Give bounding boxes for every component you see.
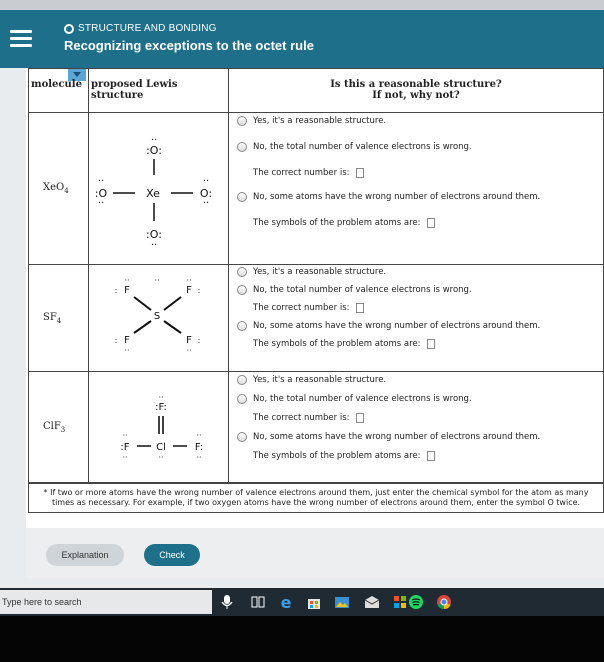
- option-valence-wrong[interactable]: [237, 285, 603, 295]
- lone-pair: :: [197, 286, 201, 295]
- option-label: No, the total number of valence electrons is wrong.: [253, 142, 472, 152]
- molecule-formula: SF: [43, 311, 57, 323]
- radio-button[interactable]: [237, 192, 247, 202]
- correct-number-input[interactable]: [356, 168, 364, 178]
- page-title: Recognizing exceptions to the octet rule: [64, 38, 314, 53]
- column-header-molecule: molecule: [29, 69, 89, 113]
- problem-atoms-prompt: [237, 451, 603, 461]
- radio-button[interactable]: [237, 116, 247, 126]
- spotify-icon[interactable]: [408, 594, 424, 610]
- atom-s-center: S: [153, 311, 161, 322]
- option-label: No, some atoms have the wrong number of electrons around them.: [253, 432, 541, 442]
- microphone-icon[interactable]: [219, 594, 235, 610]
- taskbar-search-input[interactable]: Type here to search: [0, 590, 212, 614]
- molecule-cell: [29, 372, 89, 483]
- radio-button[interactable]: [237, 432, 247, 442]
- answer-options: [229, 372, 604, 483]
- footnote: * If two or more atoms have the wrong number of valence electrons around them, just enter the chemical symbol for the atom as many times as necessary. For example, if two oxygen atoms have the wrong number of electrons around them, enter the symbol O twice.: [28, 483, 604, 513]
- button-bar: [26, 528, 604, 578]
- prompt-label: The correct number is:: [253, 413, 350, 423]
- option-valence-wrong[interactable]: [237, 142, 603, 152]
- correct-number-prompt: [237, 413, 603, 423]
- option-yes[interactable]: [237, 116, 603, 126]
- option-label: Yes, it's a reasonable structure.: [253, 116, 387, 126]
- bond: [134, 321, 151, 333]
- correct-number-input[interactable]: [356, 413, 364, 423]
- lone-pair: ··: [122, 431, 128, 440]
- bond: [164, 297, 181, 310]
- lewis-structure-cell: [89, 265, 229, 372]
- molecule-subscript: 4: [56, 316, 62, 325]
- lone-pair: ··: [158, 393, 164, 402]
- windows-taskbar: [0, 588, 604, 616]
- prompt-label: The symbols of the problem atoms are:: [253, 451, 421, 461]
- option-label: No, some atoms have the wrong number of electrons around them.: [253, 192, 541, 202]
- atom-f-top-left: F: [124, 285, 130, 296]
- option-atoms-wrong[interactable]: [237, 192, 603, 202]
- option-valence-wrong[interactable]: [237, 394, 603, 404]
- lone-pair: ··: [150, 135, 158, 146]
- task-view-icon[interactable]: [250, 594, 266, 610]
- lewis-structure-clf3: [89, 372, 229, 482]
- explanation-button[interactable]: Explanation: [46, 544, 124, 566]
- lone-pair: ··: [202, 176, 210, 187]
- atom-o-left: :O: [94, 187, 108, 200]
- table-row-clf3: [29, 372, 604, 483]
- correct-number-prompt: [237, 168, 603, 178]
- lewis-structure-cell: [89, 113, 229, 265]
- store-icon[interactable]: [306, 594, 322, 610]
- answer-options: [229, 113, 604, 265]
- top-strip: [0, 0, 604, 10]
- atom-cl-center: Cl: [156, 442, 166, 453]
- atom-o-top: :O:: [146, 144, 162, 157]
- lone-pair: :: [114, 336, 118, 345]
- option-label: Yes, it's a reasonable structure.: [253, 375, 387, 385]
- atom-xe-center: Xe: [146, 187, 160, 200]
- option-label: Yes, it's a reasonable structure.: [253, 267, 387, 277]
- table-row-sf4: [29, 265, 604, 372]
- atom-f-top-right: F: [186, 285, 192, 296]
- option-label: No, the total number of valence electrons is wrong.: [253, 394, 472, 404]
- lone-pair: :: [197, 336, 201, 345]
- molecule-cell: [29, 265, 89, 372]
- lone-pair: ··: [196, 431, 202, 440]
- correct-number-prompt: [237, 303, 603, 313]
- option-label: No, the total number of valence electrons is wrong.: [253, 285, 472, 295]
- molecule-formula: ClF: [43, 420, 61, 432]
- edge-icon[interactable]: [278, 594, 294, 610]
- lewis-structure-cell: [89, 372, 229, 483]
- option-atoms-wrong[interactable]: [237, 321, 603, 331]
- radio-button[interactable]: [237, 394, 247, 404]
- option-atoms-wrong[interactable]: [237, 432, 603, 442]
- svg-text:e: e: [280, 594, 292, 610]
- lewis-structure-xeo4: [89, 113, 229, 263]
- menu-icon[interactable]: [10, 30, 32, 48]
- radio-button[interactable]: [237, 285, 247, 295]
- topic-text: STRUCTURE AND BONDING: [78, 23, 217, 34]
- lone-pair: ··: [154, 276, 160, 285]
- lone-pair: ··: [158, 453, 164, 462]
- topic-circle-icon: [64, 24, 74, 34]
- lone-pair: ··: [196, 453, 202, 462]
- problem-atoms-input[interactable]: [427, 218, 435, 228]
- option-yes[interactable]: [237, 267, 603, 277]
- lone-pair: ··: [122, 453, 128, 462]
- atom-o-right: O:: [199, 187, 213, 200]
- lone-pair: ··: [97, 198, 105, 209]
- table-row-xeo4: [29, 113, 604, 265]
- radio-button[interactable]: [237, 267, 247, 277]
- answer-options: [229, 265, 604, 372]
- radio-button[interactable]: [237, 375, 247, 385]
- question-line-2: If not, why not?: [372, 90, 460, 101]
- atom-f-right: F:: [194, 442, 204, 453]
- molecule-formula: XeO: [43, 182, 65, 193]
- molecule-subscript: 4: [64, 187, 69, 195]
- atom-f-top: :F:: [155, 402, 167, 413]
- lone-pair: ··: [97, 176, 105, 187]
- atom-f-bottom-left: F: [124, 335, 130, 346]
- assignment-header: [0, 10, 604, 68]
- check-button[interactable]: Check: [144, 544, 200, 566]
- radio-button[interactable]: [237, 142, 247, 152]
- radio-button[interactable]: [237, 321, 247, 331]
- lone-pair: ··: [124, 346, 130, 355]
- atom-f-left: :F: [120, 442, 130, 453]
- correct-number-input[interactable]: [356, 303, 364, 313]
- question-table: [28, 68, 604, 483]
- column-header-question: [229, 69, 604, 113]
- prompt-label: The symbols of the problem atoms are:: [253, 218, 421, 228]
- prompt-label: The correct number is:: [253, 303, 350, 313]
- option-yes[interactable]: [237, 375, 603, 385]
- lone-pair: :: [114, 286, 118, 295]
- bond: [134, 297, 151, 310]
- atom-f-bottom-right: F: [186, 335, 192, 346]
- question-line-1: Is this a reasonable structure?: [330, 79, 502, 90]
- molecule-cell: [29, 113, 89, 265]
- problem-atoms-input[interactable]: [427, 451, 435, 461]
- lone-pair: ··: [186, 276, 192, 285]
- atom-o-bottom: :O:: [146, 228, 162, 241]
- molecule-subscript: 3: [60, 425, 66, 434]
- lone-pair: ··: [124, 276, 130, 285]
- prompt-label: The correct number is:: [253, 168, 350, 178]
- lone-pair: ··: [202, 198, 210, 209]
- column-header-structure: proposed Lewis structure: [89, 69, 229, 113]
- problem-atoms-prompt: [237, 339, 603, 349]
- topic-label: [64, 23, 217, 34]
- option-label: No, some atoms have the wrong number of electrons around them.: [253, 321, 541, 331]
- bond: [164, 321, 181, 333]
- prompt-label: The symbols of the problem atoms are:: [253, 339, 421, 349]
- chrome-icon[interactable]: [436, 594, 452, 610]
- question-content: [26, 68, 604, 528]
- lewis-structure-sf4: [89, 265, 229, 370]
- problem-atoms-input[interactable]: [427, 339, 435, 349]
- problem-atoms-prompt: [237, 218, 603, 228]
- photos-icon[interactable]: [334, 594, 350, 610]
- lone-pair: ··: [150, 240, 158, 251]
- monitor-bezel: [0, 616, 604, 662]
- lone-pair: ··: [186, 346, 192, 355]
- mail-icon[interactable]: [364, 594, 380, 610]
- microsoft-icon[interactable]: [392, 594, 408, 610]
